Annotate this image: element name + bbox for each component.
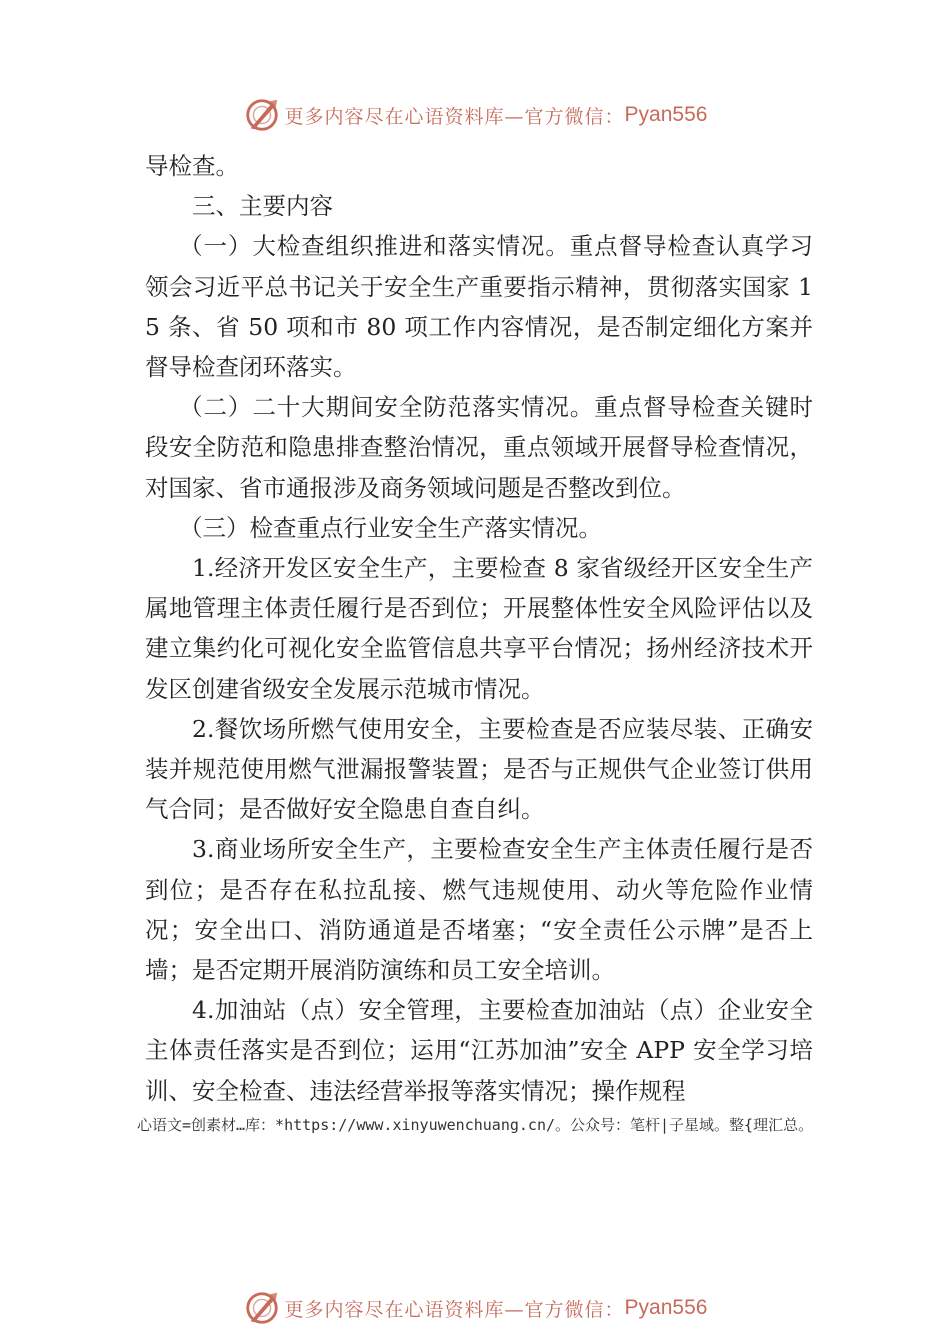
paragraph-subitem-3: 3.商业场所安全生产，主要检查安全生产主体责任履行是否到位；是否存在私拉乱接、燃气违规使用、动火等危险作业情况；安全出口、消防通道是否堵塞；“安全责任公示牌”是否上墙；是否定期开展消防演练和员工安全培训。 bbox=[145, 835, 813, 985]
paragraph-subitem-4: 4.加油站（点）安全管理，主要检查加油站（点）企业安全主体责任落实是否到位；运用“江苏加油”安全 APP 安全学习培训、安全检查、违法经营举报等落实情况；操作规程 bbox=[145, 996, 813, 1105]
paragraph-item-1: （一）大检查组织推进和落实情况。重点督导检查认真学习领会习近平总书记关于安全生产重要指示精神，贯彻落实国家 15 条、省 50 项和市 80 项工作内容情况，是否制定细化方案并督导检查闭环落实。 bbox=[145, 232, 813, 382]
watermark-header bbox=[0, 93, 950, 137]
paragraph-subitem-2: 2.餐饮场所燃气使用安全，主要检查是否应装尽装、正确安装并规范使用燃气泄漏报警装置；是否与正规供气企业签订供用气合同；是否做好安全隐患自查自纠。 bbox=[145, 714, 813, 824]
paragraph-continuation: 导检查。 bbox=[145, 152, 239, 180]
source-footnote: 心语文=创素材…库：*https://www.xinyuwenchuang.cn/。公众号：笔杆|子星域。整{理汇总。 bbox=[137, 1116, 814, 1134]
paragraph-subitem-1: 1.经济开发区安全生产，主要检查 8 家省级经开区安全生产属地管理主体责任履行是否到位；开展整体性安全风险评估以及建立集约化可视化安全监管信息共享平台情况；扬州经济技术开发区创建省级安全发展示范城市情况。 bbox=[145, 554, 813, 703]
document-body bbox=[145, 146, 813, 1111]
section-heading: 三、主要内容 bbox=[192, 192, 333, 221]
watermark-handle: Pyan556 bbox=[624, 1296, 708, 1319]
quill-pen-logo-icon bbox=[243, 1289, 281, 1327]
watermark-footer bbox=[0, 1286, 950, 1330]
watermark-text: 更多内容尽在心语资料库—官方微信： bbox=[284, 105, 625, 128]
quill-pen-logo-icon bbox=[243, 96, 281, 134]
watermark-handle: Pyan556 bbox=[624, 103, 708, 126]
paragraph-item-2: （二）二十大期间安全防范落实情况。重点督导检查关键时段安全防范和隐患排查整治情况，重点领域开展督导检查情况，对国家、省市通报涉及商务领域问题是否整改到位。 bbox=[145, 393, 813, 502]
paragraph-item-3: （三）检查重点行业安全生产落实情况。 bbox=[179, 513, 603, 542]
watermark-text: 更多内容尽在心语资料库—官方微信： bbox=[284, 1298, 625, 1321]
